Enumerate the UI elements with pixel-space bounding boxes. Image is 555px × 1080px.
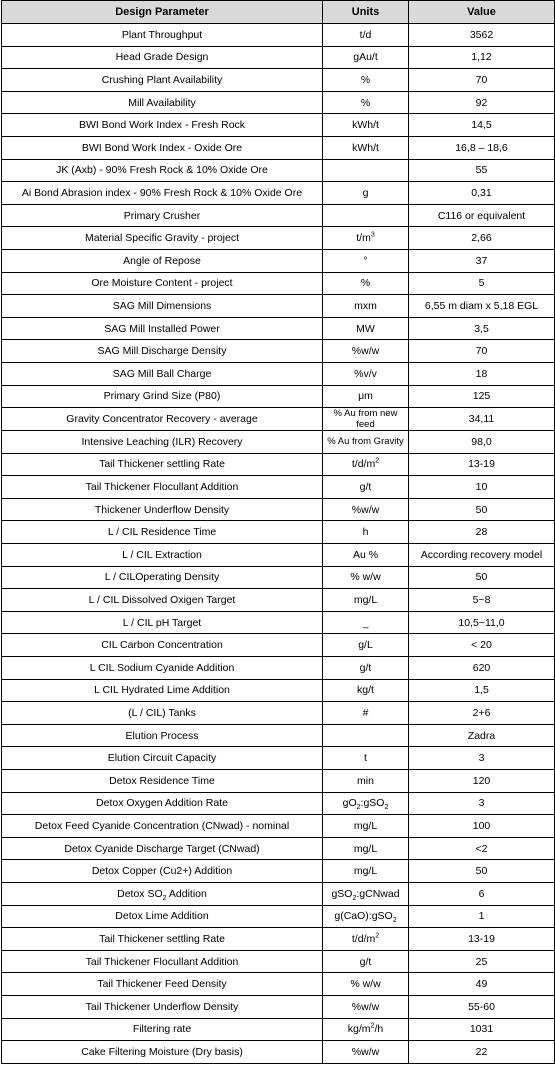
parameter-cell: JK (Axb) - 90% Fresh Rock & 10% Oxide Ore (2, 159, 323, 182)
table-row (2, 498, 555, 521)
parameter-cell: Head Grade Design (2, 46, 323, 69)
value-cell: <2 (409, 837, 555, 860)
table-row (2, 317, 555, 340)
table-row (2, 227, 555, 250)
value-cell: 50 (409, 860, 555, 883)
parameter-cell: SAG Mill Dimensions (2, 295, 323, 318)
units-cell: # (323, 702, 409, 725)
table-row (2, 476, 555, 499)
value-cell: 16,8 – 18,6 (409, 136, 555, 159)
value-cell: 1031 (409, 1018, 555, 1041)
table-row (2, 657, 555, 680)
value-cell: 49 (409, 973, 555, 996)
units-cell: $t/m^3$ (323, 227, 409, 250)
units-cell: g (323, 182, 409, 205)
value-cell: 3562 (409, 24, 555, 47)
value-cell: 55-60 (409, 995, 555, 1018)
value-cell: 50 (409, 566, 555, 589)
table-row (2, 295, 555, 318)
table-row (2, 136, 555, 159)
parameter-cell: L / CIL pH Target (2, 611, 323, 634)
parameter-cell: Tail Thickener settling Rate (2, 928, 323, 951)
value-cell: 14,5 (409, 114, 555, 137)
value-cell: 37 (409, 249, 555, 272)
units-cell (323, 159, 409, 182)
parameter-cell: Tail Thickener Flocullant Addition (2, 476, 323, 499)
table-body (2, 24, 555, 1064)
design-parameters-table (1, 0, 555, 1064)
parameter-cell: SAG Mill Installed Power (2, 317, 323, 340)
table-row (2, 905, 555, 928)
value-cell: 13-19 (409, 928, 555, 951)
value-cell: 13-19 (409, 453, 555, 476)
value-cell: 125 (409, 385, 555, 408)
units-cell: t (323, 747, 409, 770)
table-row (2, 521, 555, 544)
table-row (2, 431, 555, 454)
table-row (2, 91, 555, 114)
table-row (2, 815, 555, 838)
header-units: Units (323, 1, 409, 24)
table-row (2, 114, 555, 137)
units-cell: h (323, 521, 409, 544)
table-row (2, 544, 555, 567)
units-cell: mg/L (323, 589, 409, 612)
parameter-cell: Primary Crusher (2, 204, 323, 227)
units-cell: kWh/t (323, 136, 409, 159)
parameter-cell: SAG Mill Ball Charge (2, 362, 323, 385)
value-cell: 70 (409, 340, 555, 363)
parameter-cell: Detox Feed Cyanide Concentration (CNwad) - nominal (2, 815, 323, 838)
units-cell: % (323, 69, 409, 92)
units-cell: % (323, 91, 409, 114)
table-row (2, 362, 555, 385)
parameter-cell: SAG Mill Discharge Density (2, 340, 323, 363)
parameter-cell: (L / CIL) Tanks (2, 702, 323, 725)
units-cell: $t/d/m^2$ (323, 453, 409, 476)
parameter-cell: Primary Grind Size (P80) (2, 385, 323, 408)
value-cell: 18 (409, 362, 555, 385)
value-cell: 55 (409, 159, 555, 182)
parameter-cell: Ore Moisture Content - project (2, 272, 323, 295)
parameter-cell: BWI Bond Work Index - Fresh Rock (2, 114, 323, 137)
value-cell: 120 (409, 770, 555, 793)
value-cell: 70 (409, 69, 555, 92)
table-row (2, 679, 555, 702)
units-cell: _ (323, 611, 409, 634)
value-cell: 25 (409, 950, 555, 973)
parameter-cell: Intensive Leaching (ILR) Recovery (2, 431, 323, 454)
units-cell: $gO_2:gSO_2$ (323, 792, 409, 815)
parameter-cell: Detox Lime Addition (2, 905, 323, 928)
units-cell: % Au from new feed (323, 408, 409, 431)
table-row (2, 995, 555, 1018)
table-row (2, 453, 555, 476)
table-row (2, 272, 555, 295)
value-cell: 98,0 (409, 431, 555, 454)
table-row (2, 159, 555, 182)
value-cell: 620 (409, 657, 555, 680)
table-row (2, 249, 555, 272)
table-row (2, 928, 555, 951)
table-row (2, 385, 555, 408)
value-cell: 28 (409, 521, 555, 544)
units-cell: t/d (323, 24, 409, 47)
units-cell: mxm (323, 295, 409, 318)
units-cell: gSO$_2$:gCNwad (323, 882, 409, 905)
table-row (2, 837, 555, 860)
value-cell: 34,11 (409, 408, 555, 431)
value-cell: According recovery model (409, 544, 555, 567)
units-cell: g/L (323, 634, 409, 657)
parameter-cell: L CIL Sodium Cyanide Addition (2, 657, 323, 680)
parameter-cell: CIL Carbon Concentration (2, 634, 323, 657)
value-cell: 3 (409, 747, 555, 770)
units-cell: %v/v (323, 362, 409, 385)
value-cell: 2,66 (409, 227, 555, 250)
parameter-cell: Ai Bond Abrasion index - 90% Fresh Rock & 10% Oxide Ore (2, 182, 323, 205)
parameter-cell: Angle of Repose (2, 249, 323, 272)
units-cell: %w/w (323, 995, 409, 1018)
value-cell: 100 (409, 815, 555, 838)
value-cell: 3,5 (409, 317, 555, 340)
value-cell: 22 (409, 1041, 555, 1064)
table-row (2, 973, 555, 996)
parameter-cell: Detox $SO_2$ Addition (2, 882, 323, 905)
parameter-cell: Elution Circuit Capacity (2, 747, 323, 770)
parameter-cell: Plant Throughput (2, 24, 323, 47)
value-cell: 5~8 (409, 589, 555, 612)
units-cell: ° (323, 249, 409, 272)
value-cell: 6,55 m diam x 5,18 EGL (409, 295, 555, 318)
parameter-cell: Elution Process (2, 724, 323, 747)
table-row (2, 1018, 555, 1041)
units-cell: Au % (323, 544, 409, 567)
value-cell: 50 (409, 498, 555, 521)
units-cell (323, 724, 409, 747)
table-row (2, 204, 555, 227)
units-cell: MW (323, 317, 409, 340)
table-row (2, 724, 555, 747)
units-cell: μm (323, 385, 409, 408)
units-cell: % w/w (323, 566, 409, 589)
table-row (2, 950, 555, 973)
table-row (2, 747, 555, 770)
parameter-cell: L / CIL Dissolved Oxigen Target (2, 589, 323, 612)
parameter-cell: Crushing Plant Availability (2, 69, 323, 92)
value-cell: Zadra (409, 724, 555, 747)
units-cell: %w/w (323, 498, 409, 521)
units-cell: g/t (323, 476, 409, 499)
units-cell: mg/L (323, 860, 409, 883)
value-cell: 92 (409, 91, 555, 114)
value-cell: 1,12 (409, 46, 555, 69)
parameter-cell: Detox Cyanide Discharge Target (CNwad) (2, 837, 323, 860)
parameter-cell: Mill Availability (2, 91, 323, 114)
units-cell: mg/L (323, 815, 409, 838)
value-cell: 0,31 (409, 182, 555, 205)
header-design-parameter: Design Parameter (2, 1, 323, 24)
parameter-cell: Tail Thickener Underflow Density (2, 995, 323, 1018)
table-row (2, 46, 555, 69)
parameter-cell: L / CIL Residence Time (2, 521, 323, 544)
table-row (2, 702, 555, 725)
units-cell: %w/w (323, 340, 409, 363)
value-cell: 10 (409, 476, 555, 499)
table-row (2, 408, 555, 431)
units-cell: kg/t (323, 679, 409, 702)
parameter-cell: Tail Thickener Flocullant Addition (2, 950, 323, 973)
units-cell: g/t (323, 950, 409, 973)
value-cell: 10,5~11,0 (409, 611, 555, 634)
units-cell (323, 204, 409, 227)
value-cell: 3 (409, 792, 555, 815)
table-row (2, 69, 555, 92)
value-cell: 2+6 (409, 702, 555, 725)
parameter-cell: Detox Residence Time (2, 770, 323, 793)
units-cell: $t/d/m^2$ (323, 928, 409, 951)
units-cell: $kg/m^2/h$ (323, 1018, 409, 1041)
units-cell: % w/w (323, 973, 409, 996)
units-cell: g/t (323, 657, 409, 680)
units-cell: % (323, 272, 409, 295)
table-row (2, 340, 555, 363)
units-cell: %w/w (323, 1041, 409, 1064)
parameter-cell: Detox Oxygen Addition Rate (2, 792, 323, 815)
table-row (2, 792, 555, 815)
parameter-cell: Detox Copper (Cu2+) Addition (2, 860, 323, 883)
units-cell: mg/L (323, 837, 409, 860)
parameter-cell: Tail Thickener settling Rate (2, 453, 323, 476)
parameter-cell: BWI Bond Work Index - Oxide Ore (2, 136, 323, 159)
units-cell: % Au from Gravity (323, 431, 409, 454)
table-row (2, 24, 555, 47)
units-cell: g(CaO):gSO$_2$ (323, 905, 409, 928)
table-row (2, 566, 555, 589)
value-cell: 5 (409, 272, 555, 295)
parameter-cell: Gravity Concentrator Recovery - average (2, 408, 323, 431)
parameter-cell: Tail Thickener Feed Density (2, 973, 323, 996)
units-cell: gAu/t (323, 46, 409, 69)
units-cell: kWh/t (323, 114, 409, 137)
table-row (2, 860, 555, 883)
value-cell: < 20 (409, 634, 555, 657)
parameter-cell: Thickener Underflow Density (2, 498, 323, 521)
table-header-row (2, 1, 555, 24)
table-row (2, 589, 555, 612)
table-row (2, 182, 555, 205)
parameter-cell: L / CILOperating Density (2, 566, 323, 589)
parameter-cell: L CIL Hydrated Lime Addition (2, 679, 323, 702)
table-row (2, 611, 555, 634)
parameter-cell: L / CIL Extraction (2, 544, 323, 567)
table-row (2, 634, 555, 657)
units-cell: min (323, 770, 409, 793)
header-value: Value (409, 1, 555, 24)
parameter-cell: Filtering rate (2, 1018, 323, 1041)
parameter-cell: Material Specific Gravity - project (2, 227, 323, 250)
table-row (2, 1041, 555, 1064)
table-row (2, 770, 555, 793)
table-row (2, 882, 555, 905)
value-cell: 1,5 (409, 679, 555, 702)
value-cell: 6 (409, 882, 555, 905)
parameter-cell: Cake Filtering Moisture (Dry basis) (2, 1041, 323, 1064)
value-cell: 1 (409, 905, 555, 928)
value-cell: C116 or equivalent (409, 204, 555, 227)
